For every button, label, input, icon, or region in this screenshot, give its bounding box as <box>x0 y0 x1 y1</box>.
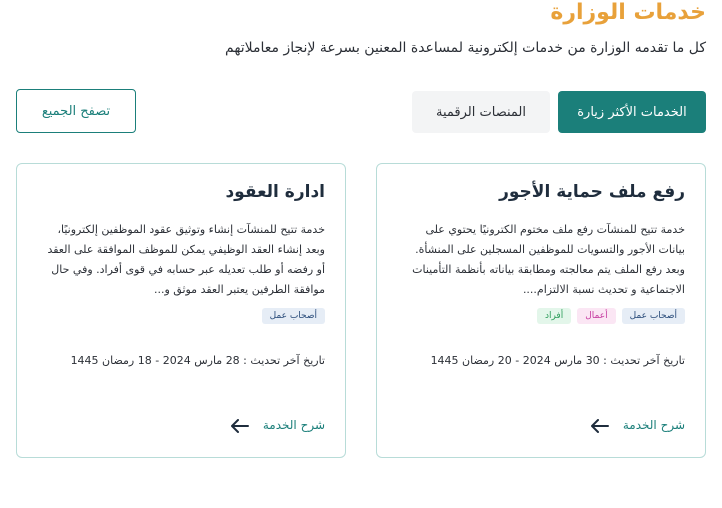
service-card[interactable] <box>376 163 706 458</box>
tab-digital-platforms[interactable]: المنصات الرقمية <box>412 91 550 133</box>
badge-list <box>262 308 325 324</box>
card-title[interactable]: رفع ملف حماية الأجور <box>499 182 685 202</box>
arrow-left-icon <box>231 418 249 432</box>
card-description: خدمة تتيح للمنشآت إنشاء وتوثيق عقود الموظفين إلكترونيًا، وبعد إنشاء العقد الوظيفي يمكن للموظف الموافقة على العقد أو رفضه أو طلب تعديله عبر حسابه في قوى أفراد. وفي حال موافقة الطرفين يعتبر العقد موثق و... <box>47 223 325 296</box>
tab-most-visited[interactable]: الخدمات الأكثر زيارة <box>558 91 706 133</box>
page-subtitle: كل ما تقدمه الوزارة من خدمات إلكترونية لمساعدة المعنين بسرعة لإنجاز معاملاتهم <box>225 40 706 56</box>
badge-business: أعمال <box>577 308 615 324</box>
badge-employers: أصحاب عمل <box>622 308 685 324</box>
explain-service-label: شرح الخدمة <box>622 418 685 432</box>
card-title[interactable]: ادارة العقود <box>225 182 325 202</box>
service-card[interactable] <box>16 163 346 458</box>
explain-service-link[interactable] <box>591 418 685 432</box>
badge-list <box>537 308 685 324</box>
badge-individuals: أفراد <box>537 308 571 324</box>
arrow-left-icon <box>591 418 609 432</box>
card-description: خدمة تتيح للمنشآت رفع ملف مختوم الكترونيًا يحتوي على بيانات الأجور والتسويات للموظفين المسجلين على المنشأة. وبعد رفع الملف يتم معالجته ومطابقة بياناته بأنظمة التأمينات الاجتماعية و تحديث نسبة الالتزام.... <box>412 223 685 296</box>
badge-employers: أصحاب عمل <box>262 308 325 324</box>
explain-service-label: شرح الخدمة <box>262 418 325 432</box>
browse-all-button[interactable]: تصفح الجميع <box>16 89 136 133</box>
last-updated: تاريخ آخر تحديث : 28 مارس 2024 - 18 رمضان 1445 <box>70 354 325 367</box>
page-title: خدمات الوزارة <box>550 0 706 25</box>
explain-service-link[interactable] <box>231 418 325 432</box>
last-updated: تاريخ آخر تحديث : 30 مارس 2024 - 20 رمضان 1445 <box>430 354 685 367</box>
